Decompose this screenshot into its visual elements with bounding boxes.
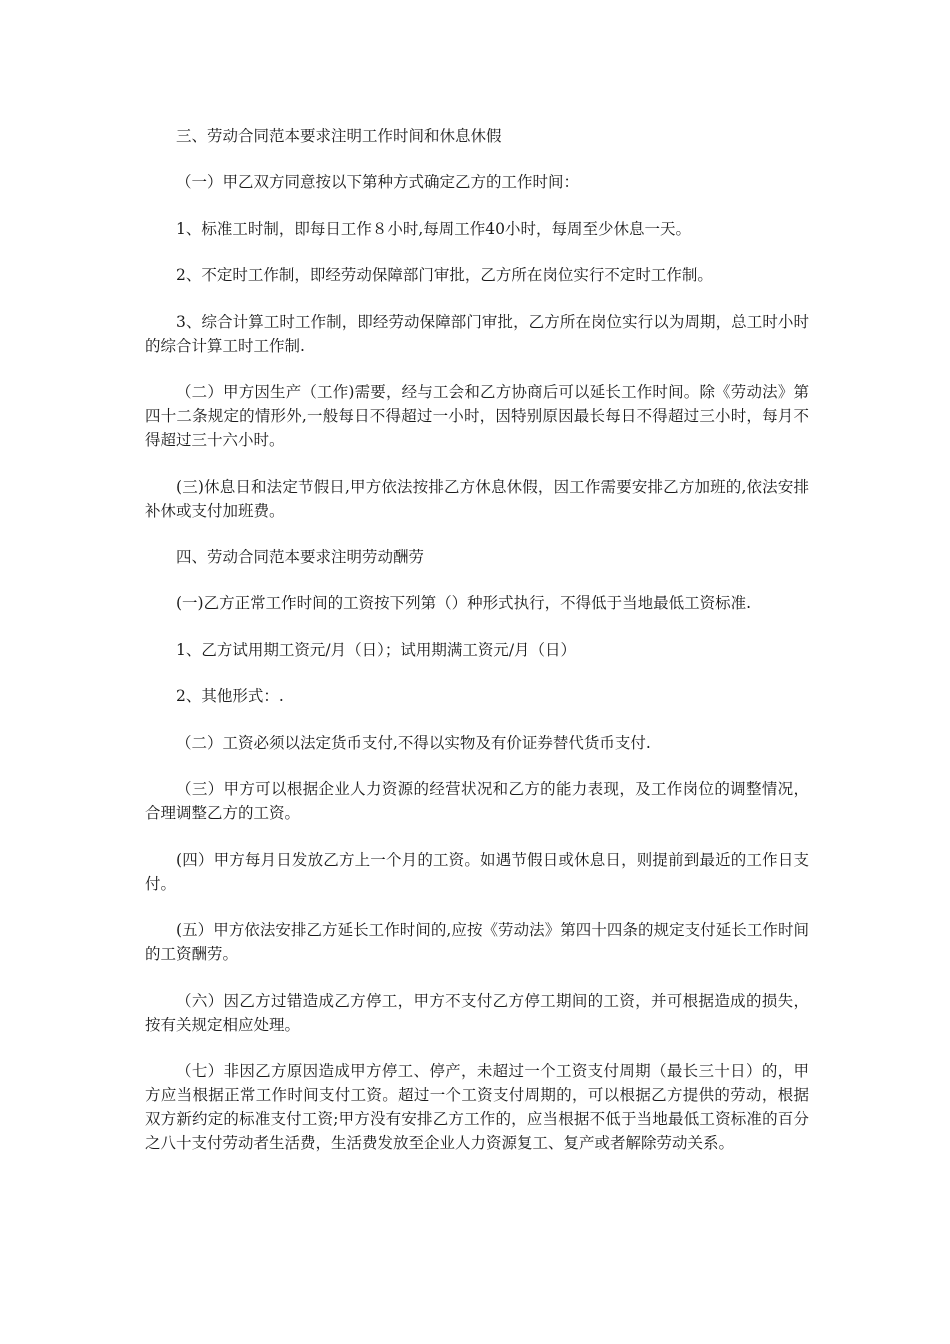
- section-heading-working-hours: 三、劳动合同范本要求注明工作时间和休息休假: [176, 127, 502, 145]
- clause-1-work-time-method: （一）甲乙双方同意按以下第种方式确定乙方的工作时间：: [176, 173, 580, 191]
- document-body: [145, 124, 809, 1178]
- clause-3-holidays: (三)休息日和法定节假日,甲方依法按排乙方休息休假，因工作需要安排乙方加班的,依法安排补休或支付加班费。: [145, 477, 809, 520]
- item-standard-hours: 1、标准工时制，即每日工作８小时,每周工作40小时，每周至少休息一天。: [176, 219, 692, 238]
- clause-5-overtime-pay: (五）甲方依法安排乙方延长工作时间的,应按《劳动法》第四十四条的规定支付延长工作时间的工资酬劳。: [145, 921, 809, 963]
- clause-2-overtime-limit: （二）甲方因生产（工作)需要，经与工会和乙方协商后可以延长工作时间。除《劳动法》第四十二条规定的情形外,一般每日不得超过一小时，因特别原因最长每日不得超过三小时，每月不得超过三十六小时。: [145, 383, 809, 449]
- section-heading-remuneration: 四、劳动合同范本要求注明劳动酬劳: [176, 548, 425, 566]
- item-flexible-hours: 2、不定时工作制，即经劳动保障部门审批，乙方所在岗位实行不定时工作制。: [176, 266, 713, 284]
- item-comprehensive-hours: 3、综合计算工时工作制，即经劳动保障部门审批，乙方所在岗位实行以为周期，总工时小时的综合计算工时工作制.: [145, 312, 809, 355]
- item-other-form: 2、其他形式：.: [176, 687, 284, 705]
- clause-7-work-stoppage: （七）非因乙方原因造成甲方停工、停产，未超过一个工资支付周期（最长三十日）的，甲方应当根据正常工作时间支付工资。超过一个工资支付周期的，可以根据乙方提供的劳动，根据双方新约定的标准支付工资;甲方没有安排乙方工作的，应当根据不低于当地最低工资标准的百分之八十支付劳动者生活费，生活费发放至企业人力资源复工、复产或者解除劳动关系。: [145, 1062, 809, 1152]
- clause-1-wage-form: (一)乙方正常工作时间的工资按下列第（）种形式执行，不得低于当地最低工资标准.: [176, 594, 752, 612]
- clause-3-wage-adjustment: （三）甲方可以根据企业人力资源的经营状况和乙方的能力表现，及工作岗位的调整情况，合理调整乙方的工资。: [145, 780, 809, 822]
- clause-6-employee-fault: （六）因乙方过错造成乙方停工，甲方不支付乙方停工期间的工资，并可根据造成的损失，按有关规定相应处理。: [145, 991, 809, 1034]
- clause-2-legal-tender: （二）工资必须以法定货币支付,不得以实物及有价证券替代货币支付.: [176, 733, 651, 752]
- clause-4-pay-date: (四）甲方每月日发放乙方上一个月的工资。如遇节假日或休息日，则提前到最近的工作日支付。: [145, 850, 809, 893]
- item-probation-wage: 1、乙方试用期工资元/月（日）；试用期满工资元/月（日）: [176, 640, 577, 659]
